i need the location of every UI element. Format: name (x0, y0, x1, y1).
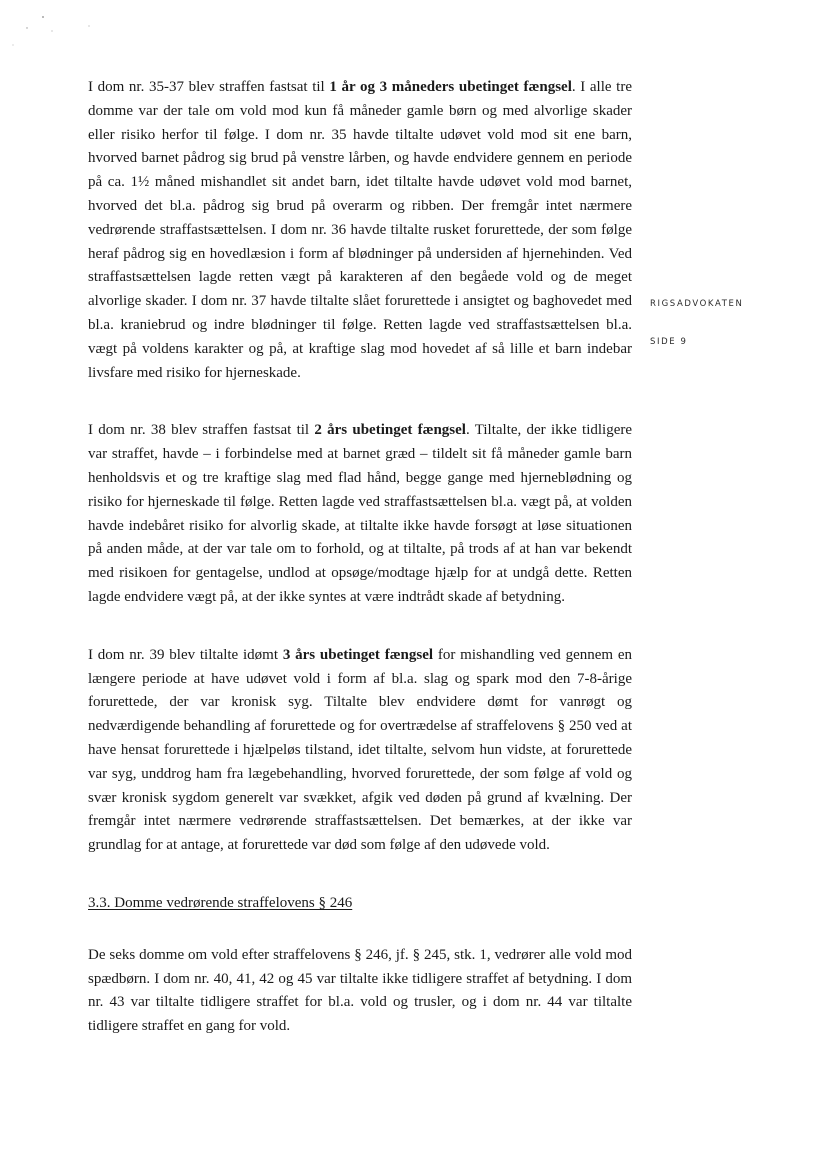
document-body (88, 76, 632, 1073)
paragraph-section-intro: De seks domme om vold efter straffelovens § 246, jf. § 245, stk. 1, vedrører alle vold mod spædbørn. I dom nr. 40, 41, 42 og 45 var tiltalte ikke tidligere straffet af betydning. I dom nr. 43 var tiltalte tidligere straffet for bl.a. vold og trusler, og i dom nr. 44 var tiltalte tidligere straffet en gang for vold. (88, 946, 632, 1035)
paragraph-text: . Tiltalte, der ikke tidligere var straffet, havde – i forbindelse med at barnet græd – tildelt sit få måneder gamle barn henholdsvis et og tre kraftige slag med flad hånd, begge gange med hjerneblødning og risiko for hjerneskade til følge. Retten lagde ved straffastsættelsen bl.a. vægt på, at volden havde indebåret risiko for alvorlig skade, at tiltalte ikke havde forsøgt at løse situationen på anden måde, at der var tale om to forhold, og at tiltalte, på trods af at han var bekendt med risikoen for gentagelse, undlod at opsøge/modtage hjælp for at undgå dette. Retten lagde endvidere vægt på, at der ikke syntes at være indtrådt skade af betydning. (88, 422, 633, 605)
sidebar-org-label: RIGSADVOKATEN (650, 299, 744, 309)
section-heading: 3.3. Domme vedrørende straffelovens § 246 (88, 894, 353, 911)
paragraph-text: for mishandling ved gennem en længere periode at have udøvet vold i form af bl.a. slag og spark mod den 7-8-årige forurettede, der var kronisk syg. Tiltalte blev endvidere dømt for vanrøgt og nedværdigende behandling af forurettede og for overtrædelse af straffelovens § 250 ved at have hensat forurettede i hjælpeløs tilstand, idet tiltalte, selvom hun vidste, at forurettede var syg, unddrog ham fra lægebehandling, hvorved forurettede, der som følge af vold og svær kronisk sygdom generelt var svækket, afgik ved døden på grund af kvælning. Der fremgår intet nærmere vedrørende straffastsættelsen. Det bemærkes, at der ikke var grundlag for at antage, at forurettede var død som følge af den udøvede vold. (88, 646, 633, 854)
bold-sentence-term: 3 års ubetinget fængsel (282, 646, 434, 663)
sidebar-page-number: SIDE 9 (650, 337, 688, 347)
paragraph-text: I dom nr. 35-37 blev straffen fastsat til (88, 79, 330, 95)
paragraph-text: I dom nr. 39 blev tiltalte idømt (88, 646, 283, 663)
paragraph-text: I dom nr. 38 blev straffen fastsat til (88, 422, 315, 439)
paragraph-text: . I alle tre domme var der tale om vold mod kun få måneder gamle børn og med alvorlige skader eller risiko herfor til følge. I dom nr. 35 havde tiltalte udøvet vold mod sit ene barn, hvorved barnet pådrog sig brud på venstre lårben, og havde endvidere gennem en periode på ca. 1½ måned mishandlet sit andet barn, idet tiltalte havde udøvet vold mod barnet, hvorved det bl.a. pådrog sig brud på overarm og ribben. Der fremgår intet nærmere vedrørende straffastsættelsen. I dom nr. 36 havde tiltalte rusket forurettede, der som følge heraf pådrog sig en hovedlæsion i form af blødninger på undersiden af hjernehinden. Ved straffastsættelsen lagde retten vægt på karakteren af den begåede vold og de meget alvorlige skader. I dom nr. 37 havde tiltalte slået forurettede i ansigtet og baghovedet med bl.a. kraniebrud og indre blødninger til følge. Retten lagde ved straffastsættelsen bl.a. vægt på voldens karakter og på, at kraftige slag mod hovedet af så lille et barn indebar livsfare med risiko for hjerneskade. (88, 79, 632, 381)
paragraph-dom-38 (88, 419, 632, 609)
bold-sentence-term: 1 år og 3 måneders ubetinget fængsel (329, 79, 572, 95)
bold-sentence-term: 2 års ubetinget fængsel (314, 422, 466, 439)
scan-specks (0, 0, 120, 60)
paragraph-dom-35-37 (88, 76, 632, 385)
paragraph-dom-39 (88, 644, 632, 858)
